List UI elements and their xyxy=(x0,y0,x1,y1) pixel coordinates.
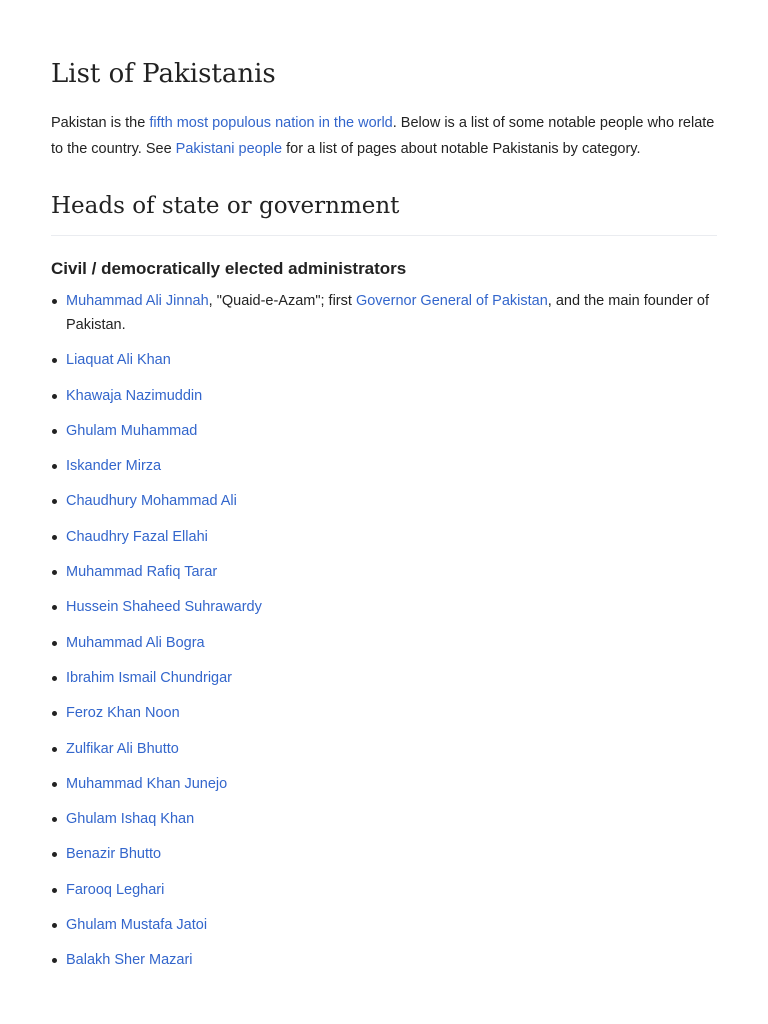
person-link[interactable]: Ghulam Ishaq Khan xyxy=(66,811,195,828)
person-link[interactable]: Balakh Sher Mazari xyxy=(66,952,193,969)
person-link[interactable]: Chaudhry Fazal Ellahi xyxy=(66,528,208,545)
person-link[interactable]: Khawaja Nazimuddin xyxy=(66,387,203,404)
list-item xyxy=(51,666,717,690)
list-item xyxy=(51,878,717,902)
list-item xyxy=(51,289,717,337)
subsection-heading: Civil / democratically elected administrators xyxy=(51,259,407,278)
link-pakistani-people[interactable]: Pakistani people xyxy=(175,141,283,157)
people-list xyxy=(51,289,717,972)
link-governor-general[interactable]: Governor General of Pakistan xyxy=(355,293,548,309)
person-link[interactable]: Feroz Khan Noon xyxy=(66,705,180,722)
list-item xyxy=(51,384,717,408)
person-link[interactable]: Muhammad Rafiq Tarar xyxy=(66,564,218,581)
person-link[interactable]: Ghulam Mustafa Jatoi xyxy=(66,917,208,934)
person-link[interactable]: Ibrahim Ismail Chundrigar xyxy=(66,669,233,686)
person-link[interactable]: Chaudhury Mohammad Ali xyxy=(66,493,237,510)
intro-paragraph xyxy=(51,110,717,162)
intro-text: . Below is a list of some notable people who relate to the country. See xyxy=(51,115,715,157)
person-link[interactable]: Benazir Bhutto xyxy=(66,846,162,863)
list-item xyxy=(51,737,717,761)
item-text: , and the main founder of Pakistan. xyxy=(66,293,710,333)
list-item xyxy=(51,348,717,372)
person-link[interactable]: Farooq Leghari xyxy=(66,881,165,898)
list-item xyxy=(51,595,717,619)
person-link-muhammad-ali-jinnah[interactable]: Muhammad Ali Jinnah xyxy=(66,293,209,309)
list-item xyxy=(51,419,717,443)
list-item xyxy=(51,701,717,725)
page-title: List of Pakistanis xyxy=(51,59,276,89)
list-item xyxy=(51,454,717,478)
link-fifth-most-populous[interactable]: fifth most populous nation in the world xyxy=(149,115,393,131)
intro-text: for a list of pages about notable Pakistanis by category. xyxy=(282,141,641,157)
section-heading: Heads of state or government xyxy=(51,162,717,236)
list-item xyxy=(51,525,717,549)
intro-text: Pakistan is the xyxy=(51,115,150,131)
item-text: , "Quaid-e-Azam"; first xyxy=(208,293,356,309)
list-item xyxy=(51,560,717,584)
person-link[interactable]: Ghulam Muhammad xyxy=(66,422,198,439)
list-item xyxy=(51,772,717,796)
person-link[interactable]: Hussein Shaheed Suhrawardy xyxy=(66,599,262,616)
list-item xyxy=(51,948,717,972)
list-item xyxy=(51,913,717,937)
list-item xyxy=(51,807,717,831)
person-link[interactable]: Muhammad Khan Junejo xyxy=(66,775,228,792)
list-item xyxy=(51,631,717,655)
person-link[interactable]: Zulfikar Ali Bhutto xyxy=(66,740,179,757)
person-link[interactable]: Muhammad Ali Bogra xyxy=(66,634,205,651)
list-item xyxy=(51,842,717,866)
person-link[interactable]: Liaquat Ali Khan xyxy=(66,352,171,369)
list-item xyxy=(51,489,717,513)
person-link[interactable]: Iskander Mirza xyxy=(66,458,162,475)
